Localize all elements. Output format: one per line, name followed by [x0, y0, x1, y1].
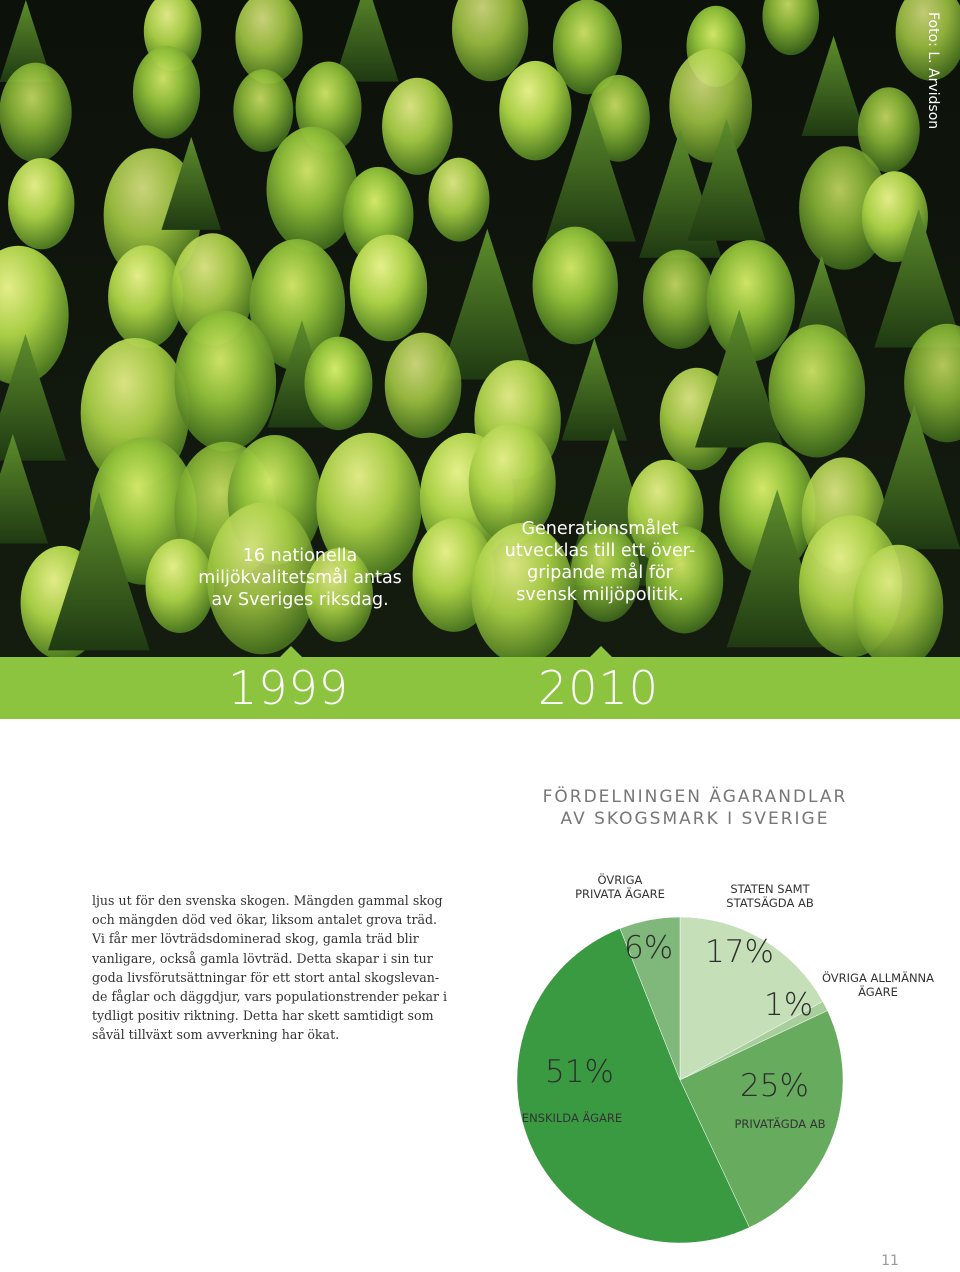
photo-credit: Foto: L. Arvidson [925, 12, 941, 130]
body-line: vanligare, också gamla lövträd. Detta skapar i sin tur [92, 950, 433, 966]
heading-line: AV SKOGSMARK I SVERIGE [560, 809, 830, 829]
caption-line: Generationsmålet [521, 519, 679, 539]
slice-percentage-label: 17% [705, 934, 774, 970]
slice-percentage-label: 1% [764, 987, 814, 1023]
slice-category-label: PRIVATÄGDA AB [734, 1117, 826, 1131]
body-line: såväl tillväxt som avverkning har ökat. [92, 1027, 340, 1043]
body-line: tydligt positiv riktning. Detta har skett samtidigt som [92, 1008, 434, 1024]
body-line: goda livsförutsättningar för ett stort antal skogslevan- [92, 969, 440, 985]
caption-line: utvecklas till ett över- [504, 541, 696, 561]
caption-line: gripande mål för [527, 563, 673, 583]
body-line: de fåglar och däggdjur, vars populationstrender pekar i [92, 989, 448, 1005]
slice-category-label: STATEN SAMT [730, 882, 810, 896]
caption-line: svensk miljöpolitik. [516, 585, 684, 605]
slice-category-label: ÄGARE [858, 985, 898, 999]
slice-category-label: ÖVRIGA ALLMÄNNA [821, 971, 935, 985]
body-line: och mängden död ved ökar, liksom antalet grova träd. [92, 912, 438, 928]
slice-category-label: ENSKILDA ÄGARE [521, 1111, 623, 1125]
slice-category-label: ÖVRIGA [597, 873, 643, 887]
slice-percentage-label: 6% [624, 930, 674, 966]
timeline-year-2010: 2010 [538, 661, 660, 715]
caption-line: av Sveriges riksdag. [211, 590, 389, 610]
caption-line: 16 nationella [242, 546, 358, 566]
slice-percentage-label: 25% [740, 1068, 809, 1104]
body-line: ljus ut för den svenska skogen. Mängden gammal skog [92, 893, 443, 908]
page-number: 11 [881, 1253, 899, 1269]
timeline-year-1999: 1999 [228, 661, 350, 715]
slice-percentage-label: 51% [545, 1054, 614, 1090]
slice-category-label: STATSÄGDA AB [726, 896, 814, 910]
slice-category-label: PRIVATA ÄGARE [575, 887, 665, 901]
heading-line: FÖRDELNINGEN ÄGARANDLAR [542, 787, 848, 807]
caption-line: miljökvalitetsmål antas [198, 568, 402, 588]
body-line: Vi får mer lövträdsdominerad skog, gamla träd blir [92, 931, 419, 947]
